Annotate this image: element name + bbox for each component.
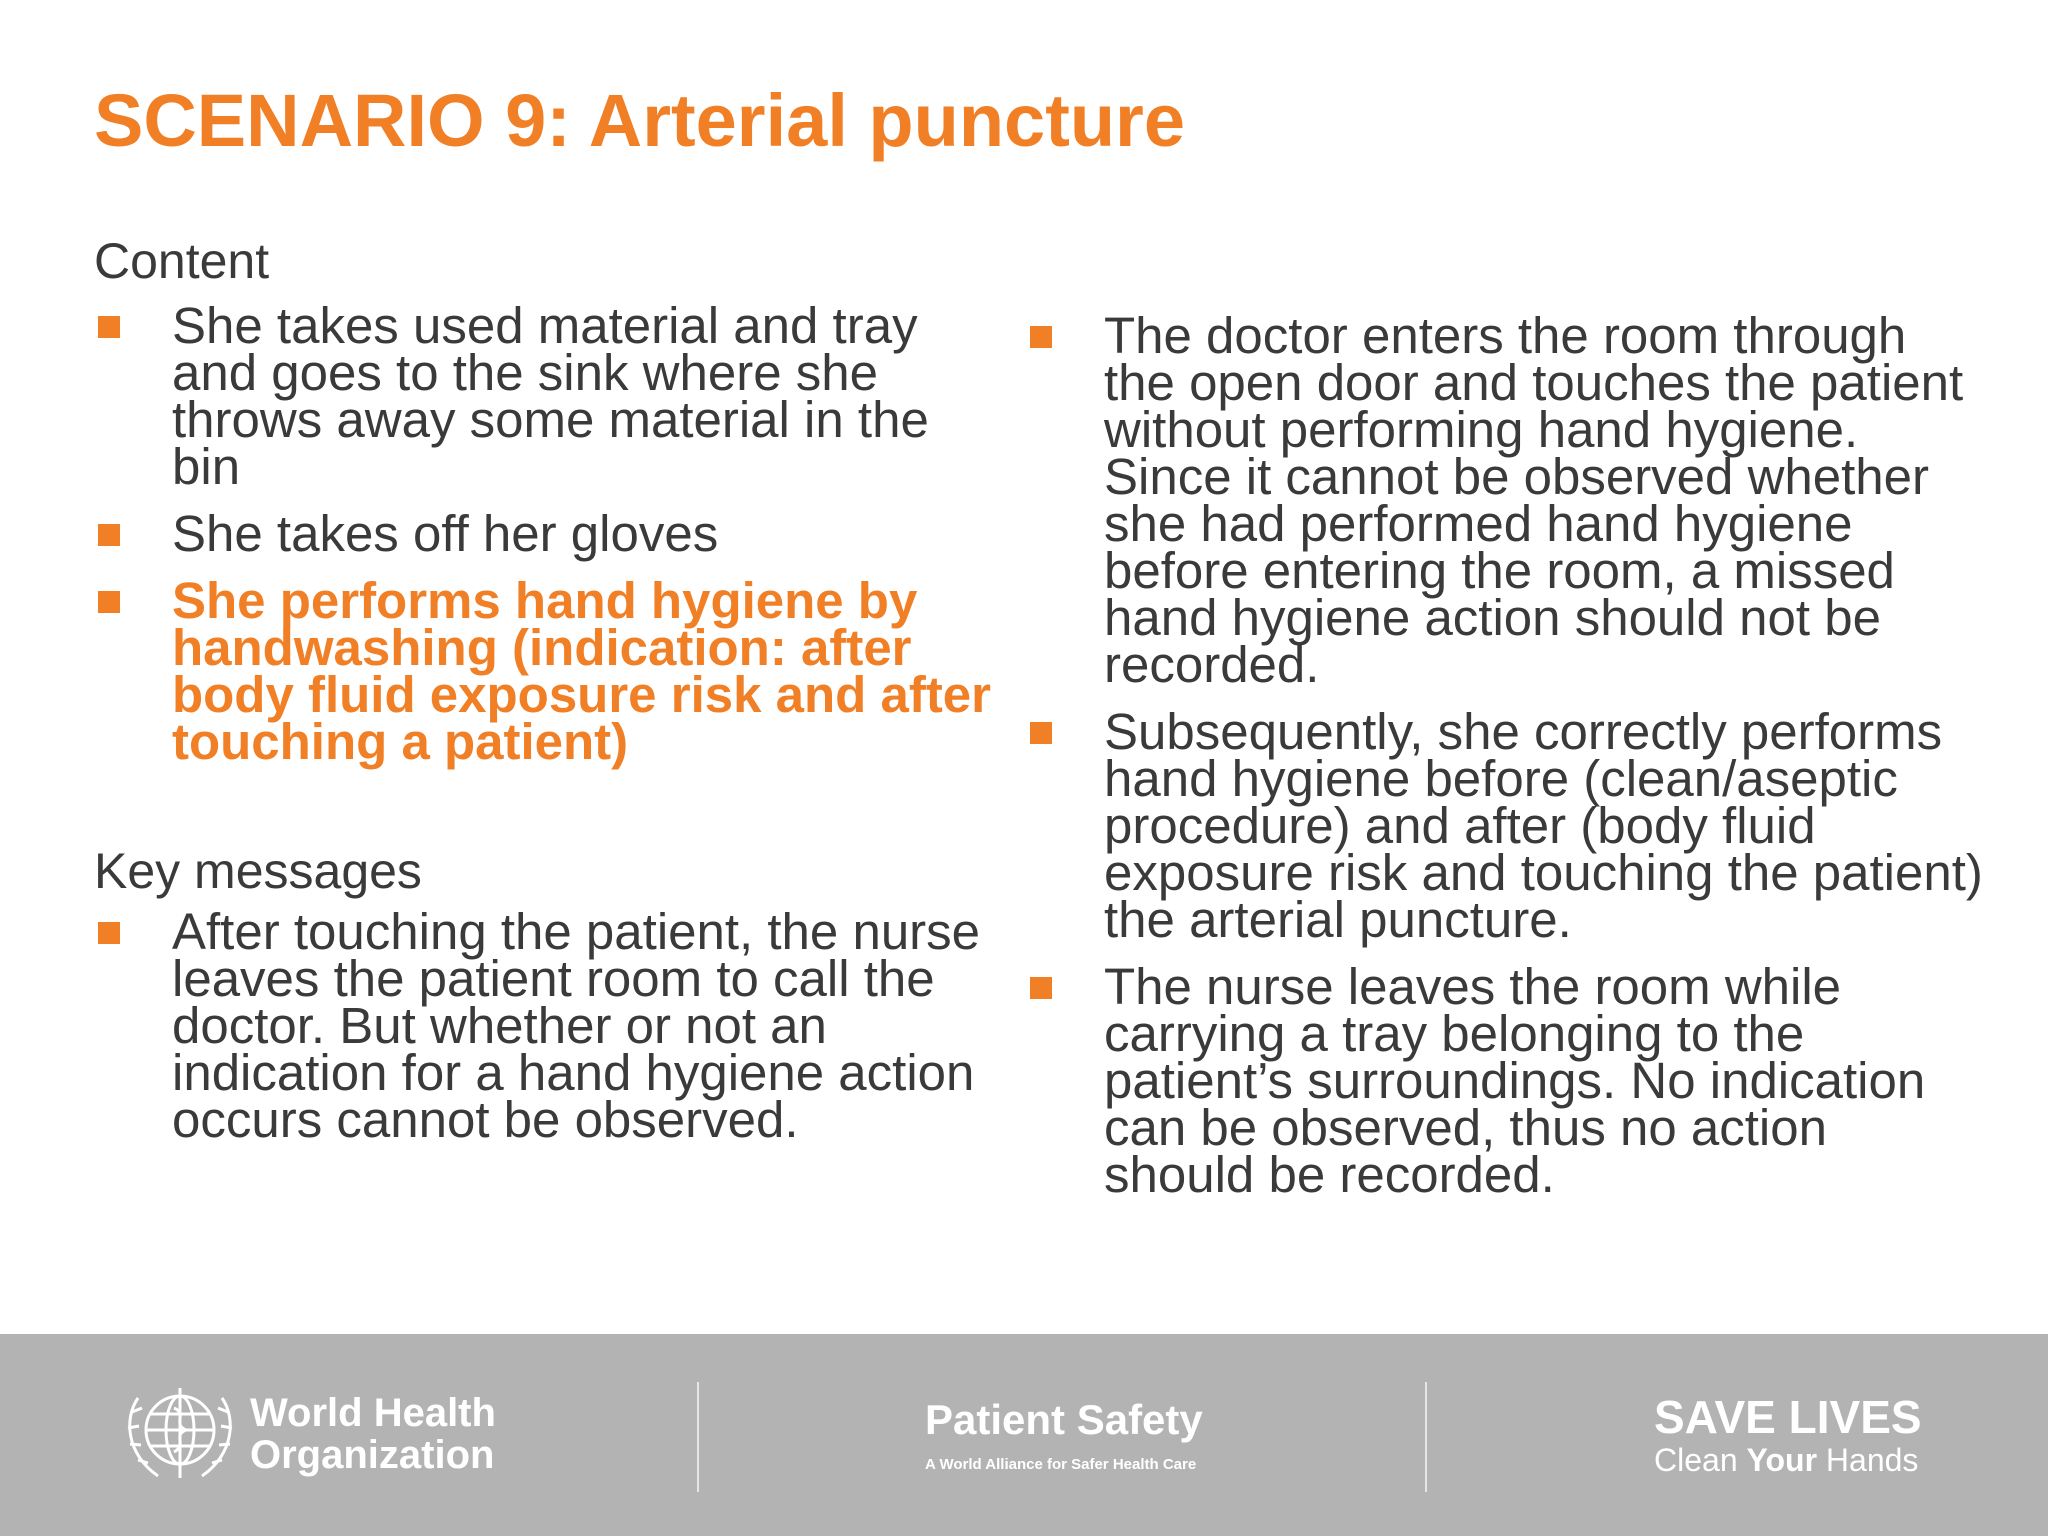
tagline-bold: Your <box>1746 1442 1818 1478</box>
content-item-text: She performs hand hygiene by handwashing (indication: after body fluid exposure risk and after touching a patient) <box>172 572 992 770</box>
save-lives-title: SAVE LIVES <box>1654 1391 1922 1443</box>
right-item <box>1026 307 1986 693</box>
square-bullet-icon <box>98 316 120 338</box>
content-item-text: She takes used material and tray and goes to the sink where she throws away some material in the bin <box>172 297 929 495</box>
right-column-list <box>1026 307 1986 1218</box>
content-heading: Content <box>94 233 270 289</box>
right-item-text: The doctor enters the room through the open door and touches the patient without performing hand hygiene. Since it cannot be observed whether she had performed hand hygiene before entering the room, a missed hand hygiene action should not be recorded. <box>1104 307 1964 693</box>
content-item-text: She takes off her gloves <box>172 505 719 562</box>
who-line-2: Organization <box>250 1433 495 1477</box>
who-emblem-icon <box>118 1378 242 1488</box>
patient-safety-subtitle: A World Alliance for Safer Health Care <box>925 1456 1197 1473</box>
content-item <box>94 297 994 495</box>
square-bullet-icon <box>1030 326 1052 348</box>
square-bullet-icon <box>98 524 120 546</box>
who-wordmark <box>250 1392 496 1476</box>
square-bullet-icon <box>98 591 120 613</box>
content-item <box>94 505 994 562</box>
footer-divider <box>1425 1382 1427 1492</box>
tagline-part: Clean <box>1654 1442 1747 1478</box>
footer-divider <box>697 1382 699 1492</box>
square-bullet-icon <box>1030 977 1052 999</box>
right-item <box>1026 703 1986 948</box>
footer-bar <box>0 1334 2048 1536</box>
content-item-highlighted <box>94 572 994 770</box>
tagline-part: Hands <box>1817 1442 1919 1478</box>
right-item <box>1026 958 1986 1203</box>
square-bullet-icon <box>98 922 120 944</box>
right-item-text: Subsequently, she correctly performs hand hygiene before (clean/aseptic procedure) and after (body fluid exposure risk and touching the patient) the arterial puncture. <box>1104 703 1983 948</box>
key-message-text: After touching the patient, the nurse leaves the patient room to call the doctor. But whether or not an indication for a hand hygiene action occurs cannot be observed. <box>172 903 981 1148</box>
right-item-text: The nurse leaves the room while carrying a tray belonging to the patient’s surroundings. No indication can be observed, thus no action should be recorded. <box>1104 958 1926 1203</box>
square-bullet-icon <box>1030 722 1052 744</box>
key-messages-heading: Key messages <box>94 843 422 899</box>
who-line-1: World Health <box>250 1391 496 1435</box>
clean-your-hands-tagline <box>1654 1442 1918 1479</box>
key-message-item <box>94 903 994 1148</box>
slide-title: SCENARIO 9: Arterial puncture <box>94 79 1185 162</box>
content-list <box>94 297 994 785</box>
key-messages-list <box>94 903 994 1163</box>
patient-safety-title: Patient Safety <box>925 1396 1203 1443</box>
